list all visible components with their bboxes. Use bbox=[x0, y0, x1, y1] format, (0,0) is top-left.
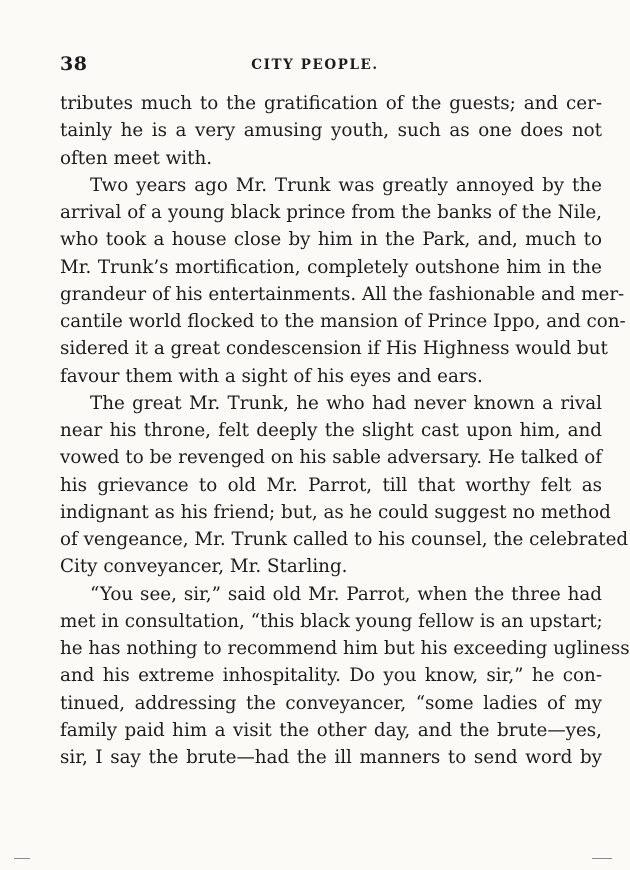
text-line: grandeur of his entertainments. All the fashionable and mer- bbox=[60, 283, 625, 305]
text-line: cantile world flocked to the mansion of Prince Ippo, and con- bbox=[60, 311, 626, 332]
text-line: sidered it a great condescension if His Highness would but bbox=[60, 338, 608, 360]
text-line: “You see, sir,” said old Mr. Parrot, when the three had bbox=[90, 583, 602, 605]
running-head: CITY PEOPLE. bbox=[251, 57, 379, 73]
scan-mark-left bbox=[14, 858, 30, 859]
text-line: he has nothing to recommend him but his exceeding ugliness bbox=[60, 638, 630, 659]
scan-mark-right bbox=[592, 858, 612, 859]
text-line: his grievance to old Mr. Parrot, till that worthy felt as bbox=[60, 474, 602, 496]
text-line: indignant as his friend; but, as he could suggest no method bbox=[60, 501, 611, 523]
text-line: tainly he is a very amusing youth, such as one does not bbox=[60, 120, 602, 142]
text-line: The great Mr. Trunk, he who had never known a rival bbox=[90, 392, 602, 414]
text-line: favour them with a sight of his eyes and ears. bbox=[60, 365, 483, 387]
text-line: who took a house close by him in the Park, and, much to bbox=[60, 229, 602, 251]
text-line: sir, I say the brute—had the ill manners to send word by bbox=[60, 747, 602, 768]
page-number: 38 bbox=[60, 53, 88, 75]
text-line: near his throne, felt deeply the slight cast upon him, and bbox=[60, 420, 602, 441]
text-line: met in consultation, “this black young fellow is an upstart; bbox=[60, 610, 603, 632]
text-line: Two years ago Mr. Trunk was greatly annoyed by the bbox=[90, 174, 602, 196]
text-line: arrival of a young black prince from the banks of the Nile, bbox=[60, 202, 602, 223]
text-line: tributes much to the gratification of the guests; and cer- bbox=[60, 93, 602, 114]
text-line: of vengeance, Mr. Trunk called to his counsel, the celebrated bbox=[60, 529, 629, 550]
text-line: vowed to be revenged on his sable adversary. He talked of bbox=[60, 447, 602, 469]
text-line: often meet with. bbox=[60, 147, 213, 169]
text-line: family paid him a visit the other day, and the brute—yes, bbox=[60, 719, 602, 741]
text-line: tinued, addressing the conveyancer, “some ladies of my bbox=[60, 692, 602, 714]
text-line: Mr. Trunk’s mortification, completely outshone him in the bbox=[60, 256, 602, 278]
body-text bbox=[60, 90, 630, 771]
text-line: City conveyancer, Mr. Starling. bbox=[60, 556, 348, 578]
text-line: and his extreme inhospitality. Do you know, sir,” he con- bbox=[60, 665, 602, 687]
